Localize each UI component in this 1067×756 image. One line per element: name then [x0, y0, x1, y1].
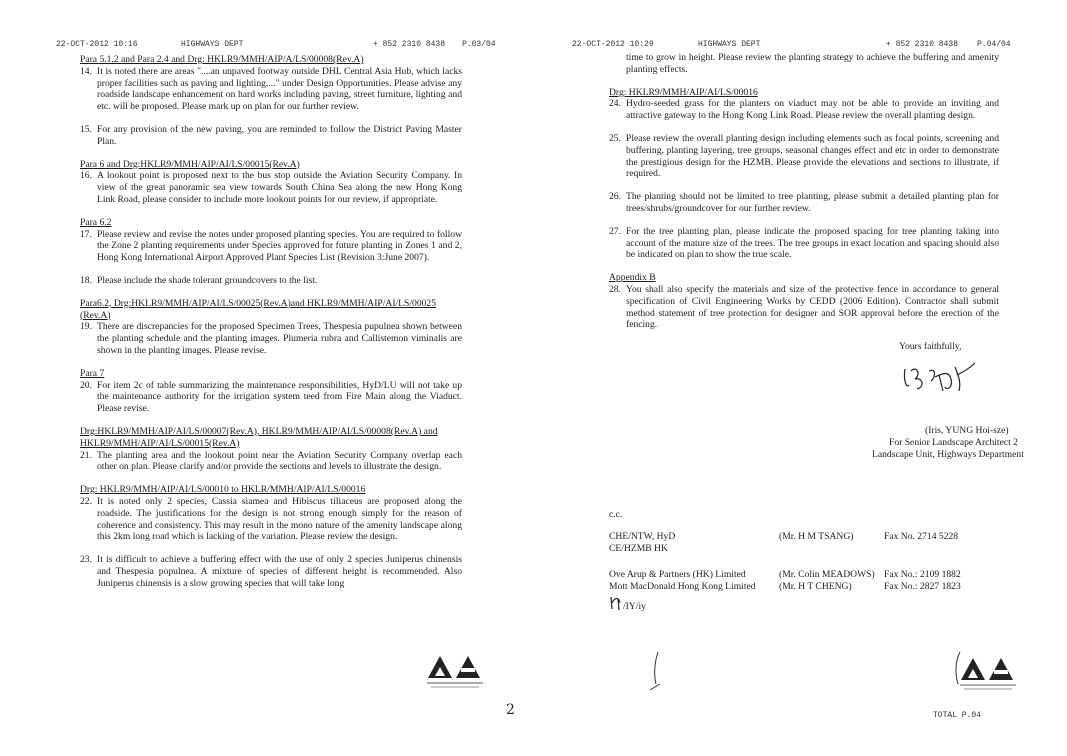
fax-sender: HIGHWAYS DEPT	[698, 40, 761, 49]
section-heading: Para 5.1.2 and Para 2.4 and Drg: HKLR9/MMH/AIP/A/LS/00008(Rev.A)	[80, 54, 364, 65]
numbered-paragraph	[609, 284, 999, 331]
numbered-paragraph	[609, 191, 999, 215]
numbered-paragraph	[609, 226, 999, 261]
paragraph-number: 28.	[609, 283, 621, 295]
fax-datetime: 22-OCT-2012 10:29	[572, 40, 654, 49]
section-heading: Para 7	[80, 367, 105, 379]
paragraph-number: 18.	[80, 274, 92, 286]
numbered-paragraph	[80, 66, 462, 113]
letter-body	[80, 54, 462, 589]
paragraph-text: The planting area and the lookout point near the Aviation Security Company overlap each other on plan. Please clarify and/or provide the sections and levels to illustrate the design.	[97, 449, 462, 473]
section-heading: Drg:HKLR9/MMH/AIP/AI/LS/00007(Rev.A), HKLR9/MMH/AIP/AI/LS/00008(Rev.A) and HKLR9/MMH/AIP/AI/LS/00015(Rev.A)	[80, 425, 438, 449]
closing: Yours faithfully,	[899, 341, 962, 353]
cc-person: (Mr. Colin MEADOWS)	[779, 569, 875, 581]
handwritten-signature-icon	[899, 357, 979, 397]
paragraph-number: 27.	[609, 225, 621, 237]
fax-page-number: P.04/04	[977, 40, 1011, 49]
cc-label: c.c.	[609, 509, 623, 521]
numbered-paragraph	[80, 170, 462, 205]
paragraph-text: The planting should not be limited to tree planting, please submit a detailed planting plan for trees/shrubs/groundcover for our further review.	[626, 191, 999, 214]
fax-page-right	[534, 0, 1067, 756]
signatory-name: (Iris, YUNG Hoi-sze)	[925, 425, 1009, 437]
paragraph-number: 23.	[80, 554, 92, 566]
section-heading: Drg: HKLR9/MMH/AIP/AI/LS/00010 to HKLR/MMH/AIP/AI/LS/00016	[80, 484, 366, 496]
paragraph-text: For the tree planting plan, please indicate the proposed spacing for tree planting taking into account of the mature size of the trees. The tree groups in exact location and spacing should also be indicated on plan to show the true scale.	[626, 225, 999, 261]
signatory-unit: Landscape Unit, Highways Department	[872, 449, 1024, 461]
numbered-paragraph	[80, 554, 462, 589]
paragraph-number: 25.	[609, 132, 621, 144]
numbered-paragraph	[80, 229, 462, 264]
paragraph-number: 26.	[609, 191, 621, 203]
paragraph-text: Please review the overall planting design including elements such as focal points, screening and buffering, planting layering, tree groups, seasonal changes effect and etc in order to demonstrate the prestigious design for the HZMB. Please provide the elevations and sections to illustrate, if required.	[626, 132, 999, 180]
paragraph-text: Please include the shade tolerant groundcovers to the list.	[97, 274, 318, 286]
paragraph-text: It is difficult to achieve a buffering effect with the use of only 2 species Juniperus chinensis and Thespesia populnea. A mixture of species of different height is recommended. Also Juniperus chinensis is a slow growing species that will take long	[97, 554, 462, 589]
section-heading: Para6.2, Drg:HKLR9/MMH/AIP/AI/LS/00025(Rev.A)and HKLR9/MMH/AIP/AI/LS/00025 (Rev.A)	[80, 297, 437, 321]
fax-datetime: 22-OCT-2012 10:16	[56, 40, 138, 49]
signatory-title: For Senior Landscape Architect 2	[889, 437, 1018, 449]
cc-org: Ove Arup & Partners (HK) Limited	[609, 569, 746, 581]
fax-number: + 852 2310 8438	[886, 40, 959, 49]
signature-block	[609, 341, 1024, 491]
paragraph-number: 20.	[80, 379, 92, 391]
section-heading: Appendix B	[609, 272, 656, 284]
iso-certification-icon	[958, 652, 1018, 694]
numbered-paragraph	[80, 321, 462, 356]
numbered-paragraph	[80, 450, 462, 474]
fax-header	[534, 40, 1067, 52]
total-pages: TOTAL P.04	[932, 711, 981, 720]
cc-list	[609, 509, 999, 619]
paragraph-text: It is noted there are areas "....an unpaved footway outside DHL Central Asia Hub, which lacks proper facilities such as paving and lighting...." under Design Opportunities. Please advise any roadside landscape enhancement on hard works including paving, street furniture, lighting and etc. will be proposed. Please mark up on plan for our further review.	[97, 65, 462, 113]
paragraph-number: 21.	[80, 449, 92, 461]
cc-fax: Fax No. 2714 5228	[884, 531, 959, 543]
numbered-paragraph	[609, 133, 999, 180]
paragraph-number: 15.	[80, 123, 92, 135]
numbered-paragraph	[609, 98, 999, 122]
reference-initials: /IY/iy	[623, 601, 646, 613]
cc-person: (Mr. H T CHENG)	[779, 581, 852, 593]
cc-org: CE/HZMB HK	[609, 543, 668, 555]
continued-paragraph: time to grow in height. Please review the planting strategy to achieve the buffering and amenity planting effects.	[626, 52, 999, 75]
iso-certification-icon	[425, 650, 485, 692]
paragraph-number: 19.	[80, 321, 92, 333]
pen-mark-icon	[646, 650, 666, 698]
paragraph-text: For any provision of the new paving, you are reminded to follow the District Paving Master Plan.	[97, 123, 462, 147]
paragraph-text: There are discrepancies for the proposed Specimen Trees, Thespesia pupulnea shown between the planting schedule and the planting images. Plumeria rubra and Callistemon viminalis are shown in the planting images. Please revise.	[97, 321, 462, 356]
fax-number: + 852 2310 8438	[373, 40, 446, 49]
paragraph-text: It is noted only 2 species, Cassia siamea and Hibiscus tiliaceus are proposed along the roadside. The justifications for the design is not strong enough simply for the reason of coherence and consistency. This may result in the mono nature of the amenity landscape along this 2km long road which is lacking of the variation. Please review the design.	[97, 495, 462, 543]
fax-sender: HIGHWAYS DEPT	[181, 40, 244, 49]
paragraph-number: 16.	[80, 170, 92, 182]
paragraph-number: 17.	[80, 228, 92, 240]
paragraph-number: 24.	[609, 98, 621, 110]
numbered-paragraph	[80, 275, 462, 287]
handwritten-initials-icon	[609, 595, 623, 611]
cc-fax: Fax No.: 2827 1823	[884, 581, 961, 593]
paragraph-number: 22.	[80, 495, 92, 507]
paragraph-text: You shall also specify the materials and size of the protective fence in accordance to general specification of Civil Engineering Works by CEDD (2006 Edition). Contractor shall submit method statement of tree protection for designer and SOR approval before the erection of the fencing.	[626, 283, 999, 331]
cc-org: CHE/NTW, HyD	[609, 531, 676, 543]
handwritten-page-number: 2	[506, 702, 515, 718]
paragraph-number: 14.	[80, 65, 92, 77]
cc-org: Mott MacDonald Hong Kong Limited	[609, 581, 756, 593]
section-heading: Drg: HKLR9/MMH/AIP/AI/LS/00016	[609, 86, 758, 98]
numbered-paragraph	[80, 124, 462, 148]
paragraph-text: Hydro-seeded grass for the planters on viaduct may not be able to provide an inviting and attractive gateway to the Hong Kong Link Road. Please review the overall planting design.	[626, 98, 999, 122]
section-heading: Para 6 and Drg:HKLR9/MMH/AIP/AI/LS/00015(Rev.A)	[80, 158, 300, 170]
fax-header	[0, 40, 533, 52]
fax-page-left	[0, 0, 533, 756]
section-heading: Para 6.2	[80, 216, 112, 228]
cc-fax: Fax No.: 2109 1882	[884, 569, 961, 581]
paragraph-text: Please review and revise the notes under proposed planting species. You are required to follow the Zone 2 planting requirements under Species approved for future planting in Zones 1 and 2, Hong Kong International Airport Approved Plant Species List (Revision 3:June 2007).	[97, 228, 462, 264]
cc-person: (Mr. H M TSANG)	[779, 531, 854, 543]
numbered-paragraph	[80, 380, 462, 415]
paragraph-text: For item 2c of table summarizing the maintenance responsibilities, HyD/LU will not take up the maintenance authority for the irrigation system teed from Fire Main along the Viaduct. Please revise.	[97, 379, 462, 415]
fax-page-number: P.03/04	[462, 40, 496, 49]
letter-body	[609, 52, 1024, 619]
paragraph-text: A lookout point is proposed next to the bus stop outside the Aviation Security Company. In view of the great panoramic sea view towards South China Sea along the new Hong Kong Link Road, please consider to include more lookout points for our review, if appropriate.	[97, 170, 462, 205]
numbered-paragraph	[80, 496, 462, 543]
